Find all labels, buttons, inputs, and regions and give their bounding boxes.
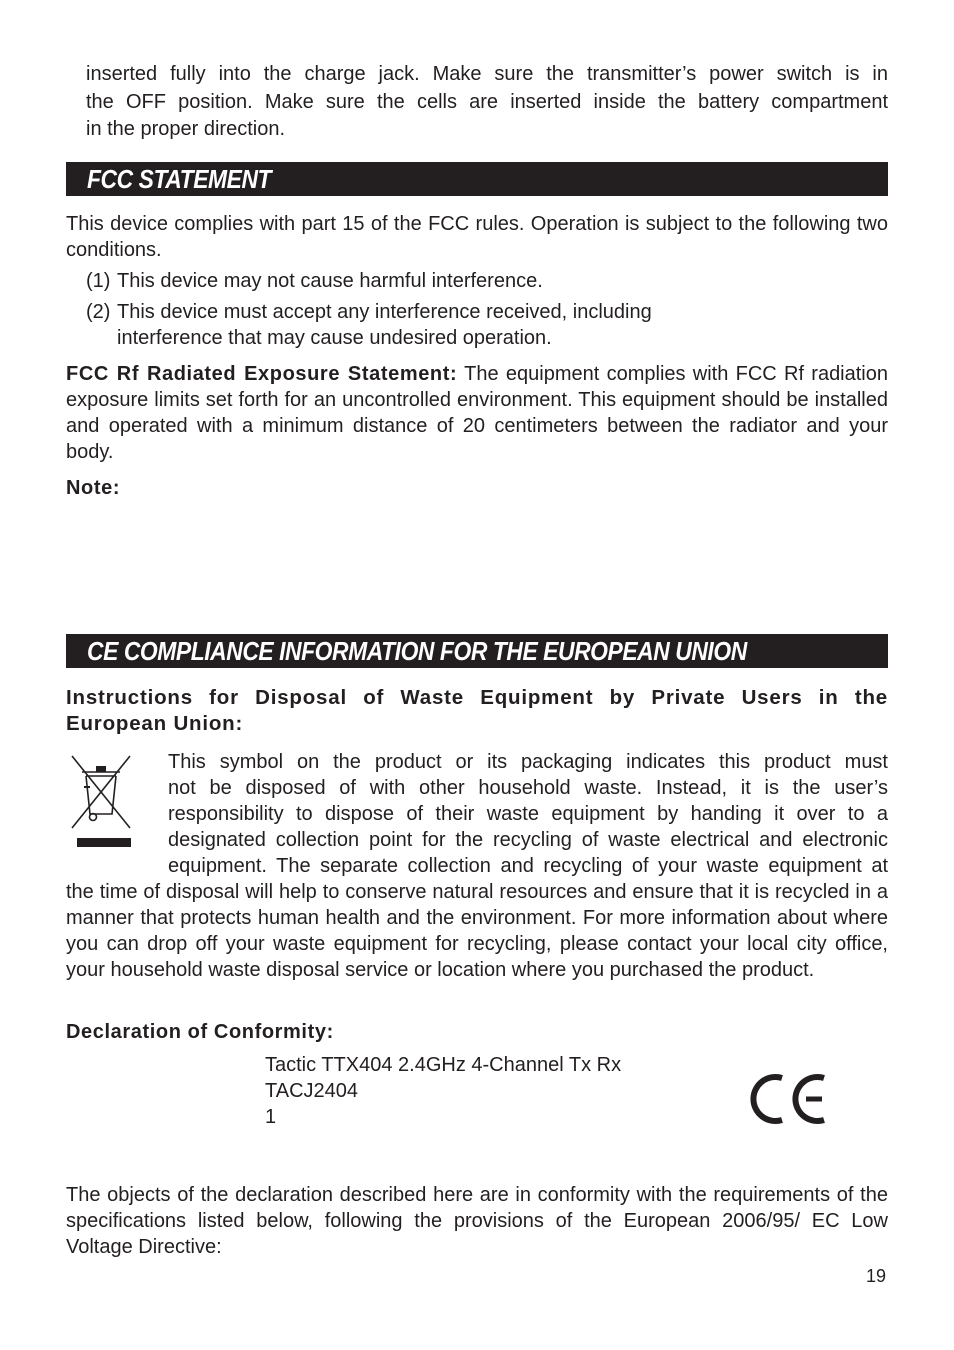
fcc-condition-2-line-1: This device must accept any interference received, including <box>117 301 652 323</box>
page-number: 19 <box>866 1266 887 1286</box>
intro-paragraph <box>86 61 888 144</box>
fcc-rf-paragraph <box>66 361 888 465</box>
product-model: TACJ2404 <box>265 1080 359 1102</box>
fcc-rf-text: The equipment complies with FCC Rf radiation exposure limits set forth for an uncontrolled environment. This equipment should be installed and operated with a minimum distance of 20 centimeters between the radiator and your body. <box>66 363 888 463</box>
disposal-line-5: equipment. The separate collection and recycling of your waste equipment at <box>168 855 888 877</box>
declaration-label: Declaration of Conformity: <box>66 1021 334 1043</box>
fcc-heading: FCC STATEMENT <box>87 164 272 194</box>
fcc-condition-1-number: (1) <box>86 270 111 292</box>
ce-mark-icon <box>750 1070 828 1128</box>
fcc-intro-text: This device complies with part 15 of the FCC rules. Operation is subject to the following two conditions. <box>66 213 888 261</box>
product-name: Tactic TTX404 2.4GHz 4-Channel Tx Rx <box>265 1054 622 1076</box>
disposal-line-2: not be disposed of with other household waste. Instead, it is the user’s <box>168 777 888 799</box>
fcc-rf-label: FCC Rf Radiated Exposure Statement: <box>66 363 458 385</box>
intro-line-3: in the proper direction. <box>86 118 286 140</box>
conformity-text: The objects of the declaration described here are in conformity with the requirements of the specifications listed below, following the provisions of the European 2006/95/ EC Low Voltage Directive: <box>66 1184 888 1258</box>
product-quantity: 1 <box>265 1106 277 1128</box>
disposal-line-4: designated collection point for the recycling of waste electrical and electronic <box>168 829 888 851</box>
disposal-line-3: responsibility to dispose of their waste equipment by handing it over to a <box>168 803 888 825</box>
ce-heading-bar <box>66 634 888 668</box>
disposal-heading: Instructions for Disposal of Waste Equipment by Private Users in the European Union: <box>66 686 888 735</box>
disposal-continued-text: the time of disposal will help to conserve natural resources and ensure that it is recycled in a manner that protects human health and the environment. For more information about where you can drop off your waste equipment for recycling, please contact your local city office, your household waste disposal service or location where you purchased the product. <box>66 881 888 981</box>
fcc-heading-bar <box>66 162 888 196</box>
fcc-note-label: Note: <box>66 477 121 499</box>
disposal-line-1: This symbol on the product or its packaging indicates this product must <box>168 751 888 773</box>
ce-heading: CE COMPLIANCE INFORMATION FOR THE EUROPEAN UNION <box>87 636 747 666</box>
fcc-condition-2-number: (2) <box>86 301 111 323</box>
fcc-condition-1-text: This device may not cause harmful interference. <box>117 270 543 292</box>
intro-line-1: inserted fully into the charge jack. Make sure the transmitter’s power switch is in <box>86 63 888 85</box>
fcc-condition-1 <box>86 268 543 294</box>
intro-line-2: the OFF position. Make sure the cells are inserted inside the battery compartment <box>86 90 888 113</box>
product-details <box>265 1052 705 1130</box>
fcc-condition-2 <box>86 299 652 351</box>
disposal-wrapped-text <box>168 749 888 879</box>
fcc-condition-2-line-2: interference that may cause undesired operation. <box>117 327 552 349</box>
weee-crossed-bin-icon <box>68 752 134 852</box>
